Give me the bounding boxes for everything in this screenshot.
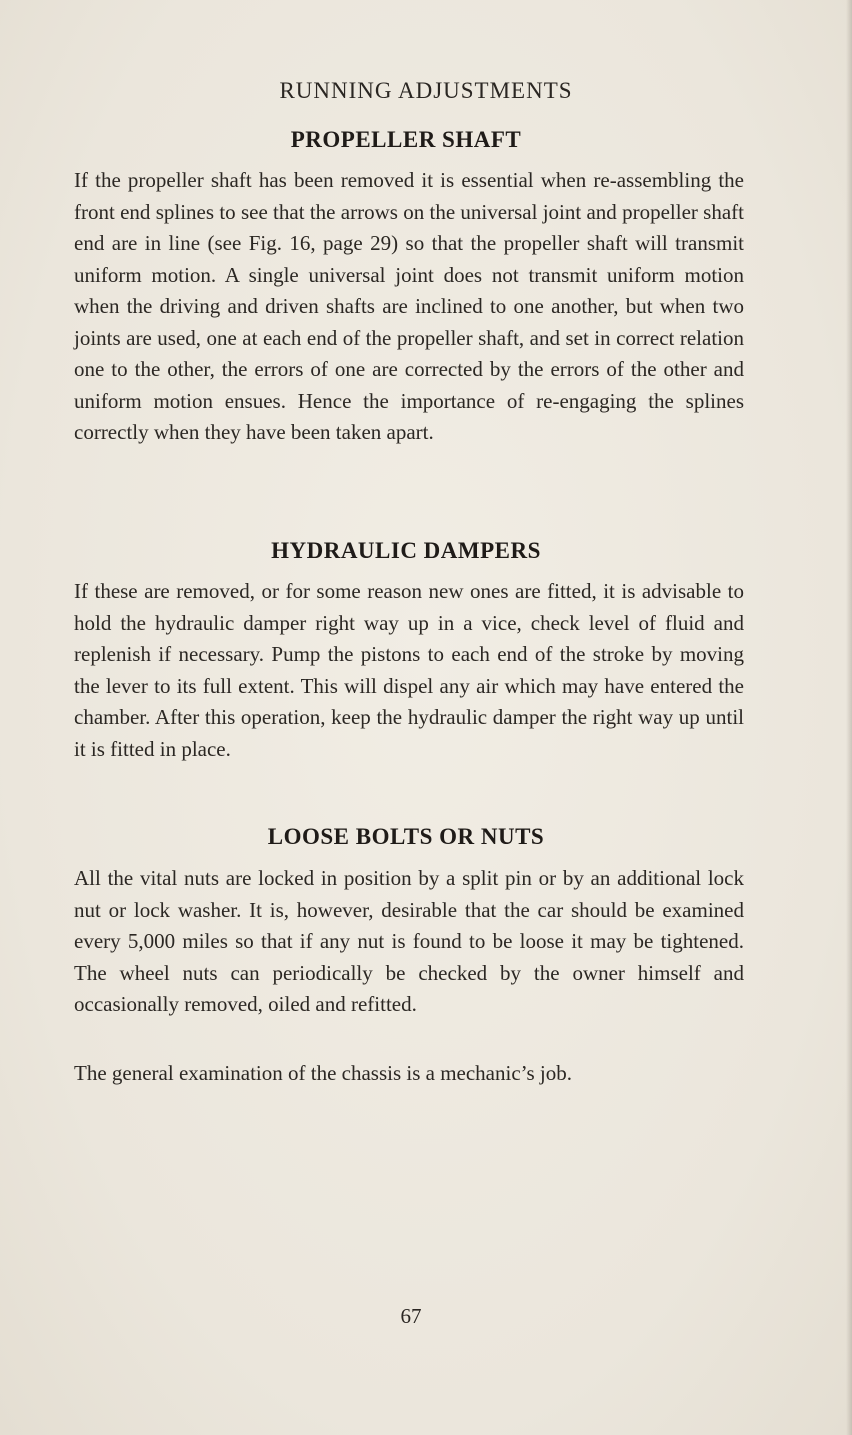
page-edge-shadow <box>846 0 852 1435</box>
paragraph-propeller-shaft: If the propeller shaft has been removed it is essential when re-assembling the front end splines to see that the arrows on the universal joint and propeller shaft end are in line (see Fig. 16, page 29) so that the propeller shaft will transmit uniform motion. A single universal joint does not transmit uniform motion when the driving and driven shafts are inclined to one another, but when two joints are used, one at each end of the propeller shaft, and set in correct relation one to the other, the errors of one are corrected by the errors of the other and uniform motion ensues. Hence the importance of re-engaging the splines correctly when they have been taken apart. <box>74 168 744 444</box>
section-title-hydraulic-dampers: HYDRAULIC DAMPERS <box>271 538 541 563</box>
paragraph-hydraulic-dampers: If these are removed, or for some reason new ones are fitted, it is advisable to hold the hydraulic damper right way up in a vice, check level of fluid and replenish if necessary. Pump the pistons to each end of the stroke by moving the lever to its full extent. This will dispel any air which may have entered the chamber. After this operation, keep the hydraulic damper the right way up until it is fitted in place. <box>74 579 744 761</box>
page-number: 67 <box>400 1304 422 1328</box>
paragraph-loose-bolts: All the vital nuts are locked in position by a split pin or by an additional lock nut or lock washer. It is, however, desirable that the car should be examined every 5,000 miles so that if any nut is found to be loose it may be tightened. The wheel nuts can periodically be checked by the owner himself and occasionally removed, oiled and refitted. <box>74 866 744 1016</box>
paragraph-general-examination: The general examination of the chassis is a mechanic’s job. <box>74 1061 573 1085</box>
running-head: RUNNING ADJUSTMENTS <box>279 78 573 103</box>
section-title-propeller-shaft: PROPELLER SHAFT <box>290 127 522 152</box>
section-title-loose-bolts: LOOSE BOLTS OR NUTS <box>267 824 545 849</box>
